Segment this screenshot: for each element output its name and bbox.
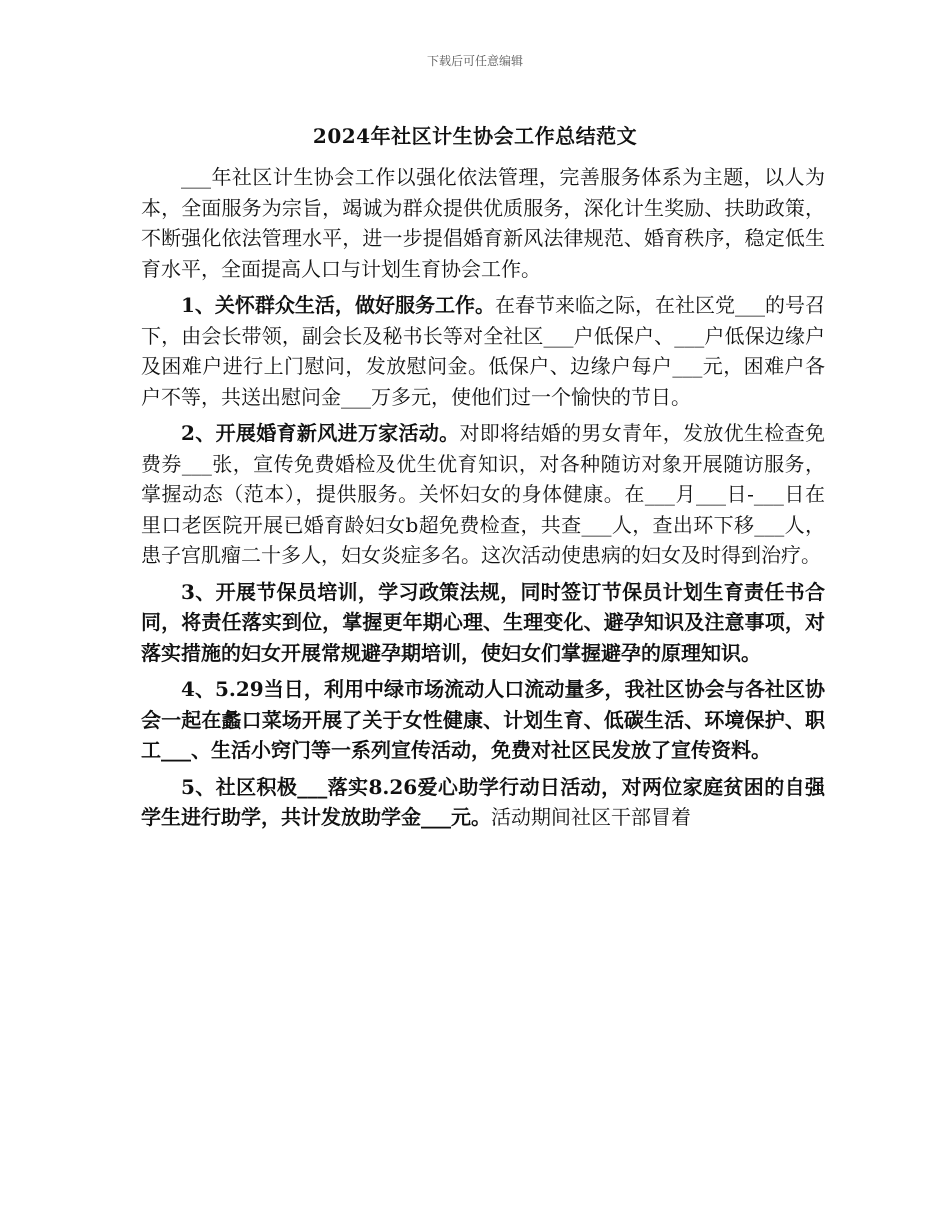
paragraph-lead: 5、社区积极___落实8.26爱心助学行动日活动，对两位家庭贫困的自强学生进行助学，共计发放助学金___元。	[141, 774, 825, 829]
header-note: 下载后可任意编辑	[426, 54, 523, 68]
paragraph-item-2	[141, 418, 825, 571]
paragraph-text: 活动期间社区干部冒着	[491, 805, 691, 829]
paragraph-text: 对即将结婚的男女青年，发放优生检查免费券___张，宣传免费婚检及优生优育知识，对各种随访对象开展随访服务，掌握动态（范本），提供服务。关怀妇女的身体健康。在___月___日-___日在里口老医院开展已婚育龄妇女b超免费检查，共查___人，查出环下移___人，患子宫肌瘤二十多人，妇女炎症多名。这次活动使患病的妇女及时得到治疗。	[141, 421, 825, 567]
paragraph-item-5	[141, 772, 825, 833]
paragraph-lead: 2、开展婚育新风进万家活动。	[181, 421, 460, 445]
paragraph-lead: 1、关怀群众生活，做好服务工作。	[181, 293, 495, 317]
paragraph-text: 3、开展节保员培训，学习政策法规，同时签订节保员计划生育责任书合同，将责任落实到位，掌握更年期心理、生理变化、避孕知识及注意事项，对落实措施的妇女开展常规避孕期培训，使妇女们掌握避孕的原理知识。	[141, 579, 825, 665]
document-body	[141, 162, 825, 839]
paragraph-item-4	[141, 674, 825, 766]
paragraph-item-3	[141, 577, 825, 669]
paragraph-item-1	[141, 290, 825, 412]
document-title: 2024年社区计生协会工作总结范文	[312, 124, 638, 148]
paragraph-text: ___年社区计生协会工作以强化依法管理，完善服务体系为主题，以人为本，全面服务为宗旨，竭诚为群众提供优质服务，深化计生奖励、扶助政策，不断强化依法管理水平，进一步提倡婚育新风法律规范、婚育秩序，稳定低生育水平，全面提高人口与计划生育协会工作。	[141, 165, 825, 281]
paragraph-text: 在春节来临之际，在社区党___的号召下，由会长带领，副会长及秘书长等对全社区___户低保户、___户低保边缘户及困难户进行上门慰问，发放慰问金。低保户、边缘户每户___元，困难户各户不等，共送出慰问金___万多元，使他们过一个愉快的节日。	[141, 293, 826, 409]
paragraph-intro	[141, 162, 825, 284]
paragraph-text: 4、5.29当日，利用中绿市场流动人口流动量多，我社区协会与各社区协会一起在蠡口菜场开展了关于女性健康、计划生育、低碳生活、环境保护、职工___、生活小窍门等一系列宣传活动，免费对社区民发放了宣传资料。	[141, 677, 825, 762]
